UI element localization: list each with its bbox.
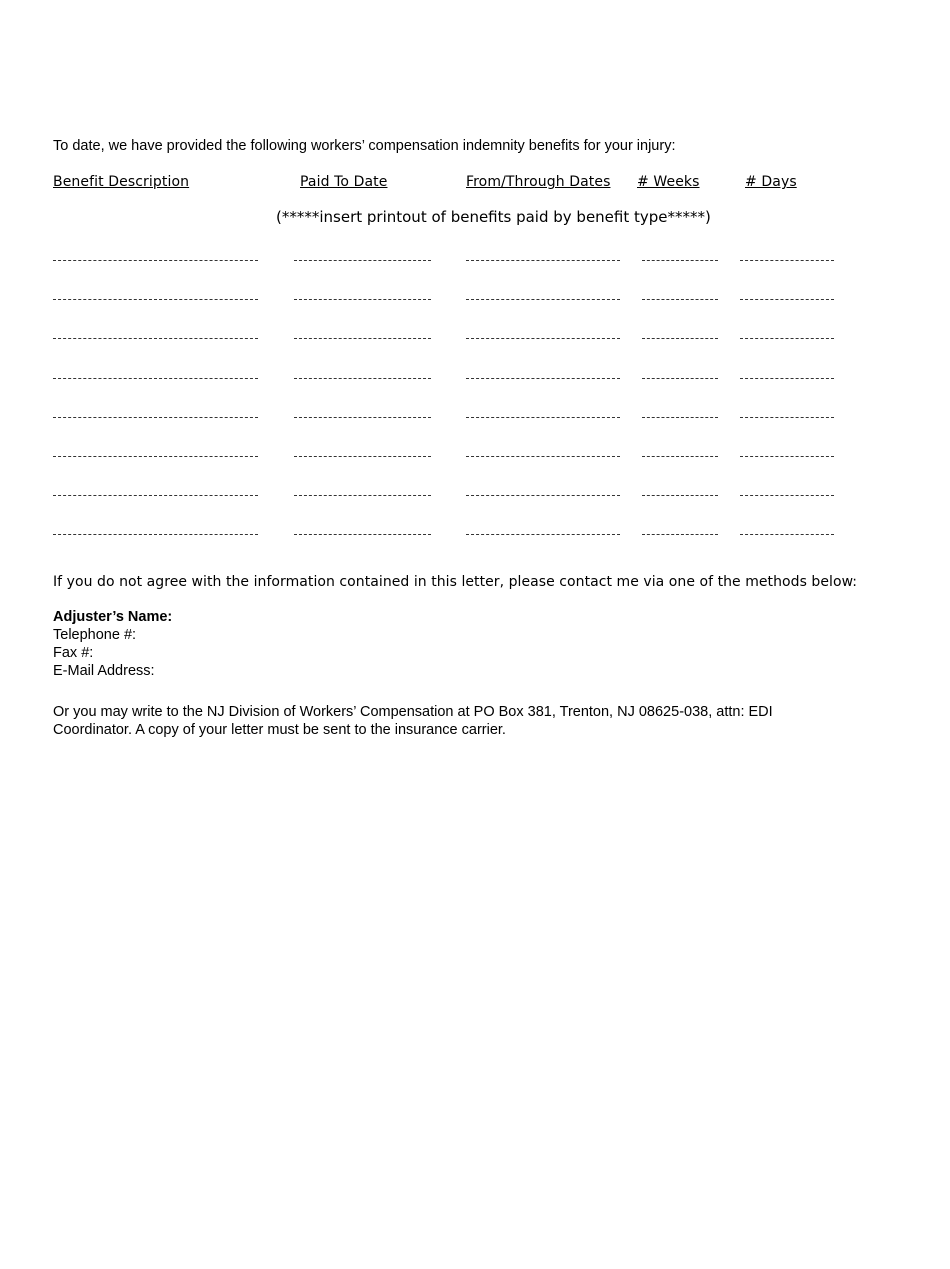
adjuster-name-label: Adjuster’s Name: xyxy=(53,609,173,625)
blank-weeks-line xyxy=(642,417,718,418)
blank-weeks-line xyxy=(642,338,718,339)
column-header-paid-to-date: Paid To Date xyxy=(300,174,388,190)
blank-weeks-line xyxy=(642,299,718,300)
contact-intro-text: If you do not agree with the information contained in this letter, please contact me via one of the methods below: xyxy=(53,574,858,590)
intro-text: To date, we have provided the following workers’ compensation indemnity benefits for your injury: xyxy=(53,138,676,154)
blank-weeks-line xyxy=(642,534,718,535)
blank-weeks-line xyxy=(642,456,718,457)
blank-days-line xyxy=(740,299,834,300)
column-header-weeks: # Weeks xyxy=(637,174,700,190)
blank-paid-to-date-line xyxy=(294,260,431,261)
column-header-days: # Days xyxy=(745,174,797,190)
blank-weeks-line xyxy=(642,495,718,496)
blank-paid-to-date-line xyxy=(294,456,431,457)
blank-benefit-description-line xyxy=(53,417,258,418)
blank-from-through-dates-line xyxy=(466,299,620,300)
email-label: E-Mail Address: xyxy=(53,663,155,679)
blank-paid-to-date-line xyxy=(294,299,431,300)
blank-paid-to-date-line xyxy=(294,495,431,496)
insert-printout-note: (*****insert printout of benefits paid by benefit type*****) xyxy=(276,208,711,226)
column-header-from-through-dates: From/Through Dates xyxy=(466,174,611,190)
blank-paid-to-date-line xyxy=(294,338,431,339)
blank-benefit-description-line xyxy=(53,378,258,379)
blank-days-line xyxy=(740,534,834,535)
telephone-label: Telephone #: xyxy=(53,627,137,643)
blank-from-through-dates-line xyxy=(466,456,620,457)
fax-label: Fax #: xyxy=(53,645,94,661)
blank-benefit-description-line xyxy=(53,495,258,496)
blank-from-through-dates-line xyxy=(466,417,620,418)
blank-from-through-dates-line xyxy=(466,495,620,496)
blank-days-line xyxy=(740,417,834,418)
blank-benefit-description-line xyxy=(53,456,258,457)
blank-paid-to-date-line xyxy=(294,534,431,535)
blank-days-line xyxy=(740,338,834,339)
blank-days-line xyxy=(740,495,834,496)
blank-benefit-description-line xyxy=(53,534,258,535)
blank-from-through-dates-line xyxy=(466,534,620,535)
blank-benefit-description-line xyxy=(53,260,258,261)
blank-days-line xyxy=(740,456,834,457)
blank-benefit-description-line xyxy=(53,299,258,300)
blank-from-through-dates-line xyxy=(466,260,620,261)
blank-from-through-dates-line xyxy=(466,338,620,339)
blank-weeks-line xyxy=(642,260,718,261)
blank-benefit-description-line xyxy=(53,338,258,339)
blank-paid-to-date-line xyxy=(294,417,431,418)
blank-paid-to-date-line xyxy=(294,378,431,379)
blank-weeks-line xyxy=(642,378,718,379)
closing-paragraph: Or you may write to the NJ Division of Workers’ Compensation at PO Box 381, Trenton, NJ 08625-038, attn: EDI Coordinator. A copy of your letter must be sent to the insurance carrier. xyxy=(53,704,773,738)
blank-days-line xyxy=(740,260,834,261)
blank-days-line xyxy=(740,378,834,379)
column-header-benefit-description: Benefit Description xyxy=(53,174,190,190)
blank-from-through-dates-line xyxy=(466,378,620,379)
